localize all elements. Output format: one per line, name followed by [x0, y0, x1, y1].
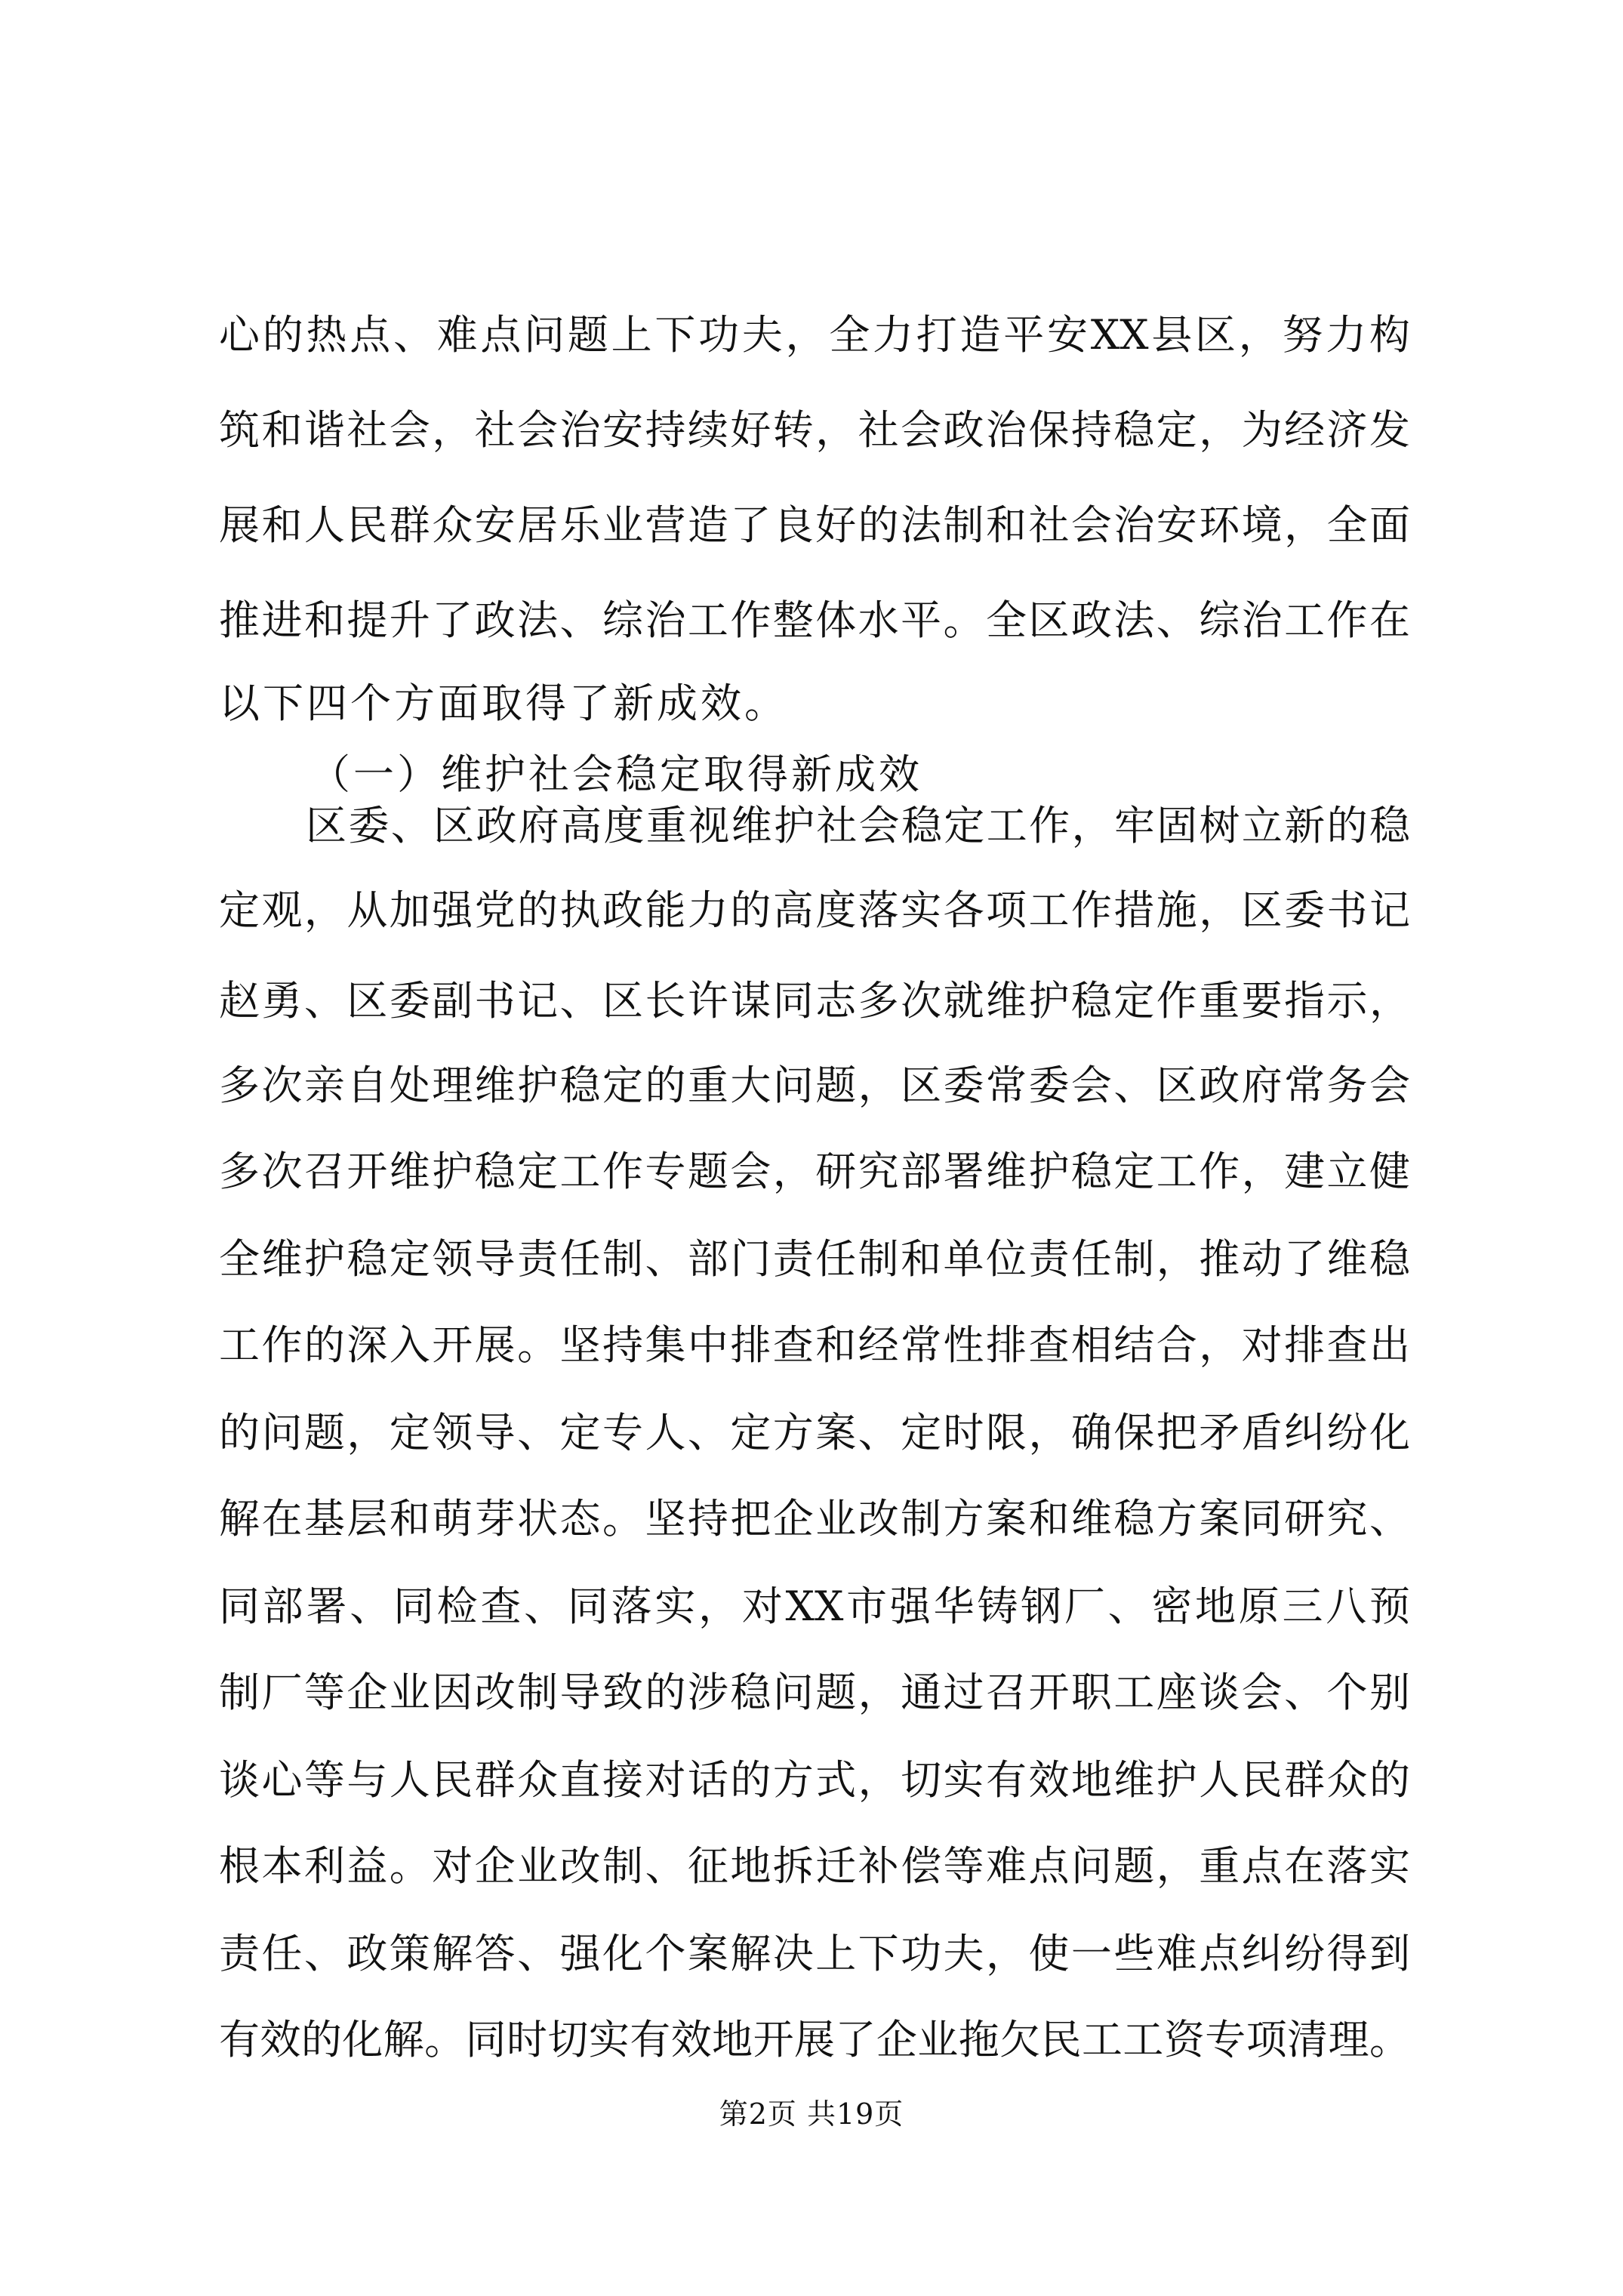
body-text-line: 制厂等企业因改制导致的涉稳问题，通过召开职工座谈会、个别: [219, 1669, 1410, 1716]
body-text-line: 谈心等与人民群众直接对话的方式，切实有效地维护人民群众的: [219, 1756, 1410, 1804]
section-heading: （一）维护社会稳定取得新成效: [310, 750, 922, 798]
body-text-line: 解在基层和萌芽状态。坚持把企业改制方案和维稳方案同研究、: [219, 1495, 1410, 1542]
body-text-line: 多次亲自处理维护稳定的重大问题，区委常委会、区政府常务会: [219, 1062, 1410, 1109]
page-footer: 第2页 共19页: [719, 2097, 904, 2131]
body-text-line: 筑和谐社会，社会治安持续好转，社会政治保持稳定，为经济发: [219, 406, 1410, 454]
body-text-line: 区委、区政府高度重视维护社会稳定工作，牢固树立新的稳: [306, 802, 1410, 849]
body-text-line: 全维护稳定领导责任制、部门责任制和单位责任制，推动了维稳: [219, 1235, 1410, 1283]
body-text-line: 展和人民群众安居乐业营造了良好的法制和社会治安环境，全面: [219, 501, 1410, 549]
body-text-line: 多次召开维护稳定工作专题会，研究部署维护稳定工作，建立健: [219, 1148, 1410, 1195]
body-text-line: 定观，从加强党的执政能力的高度落实各项工作措施，区委书记: [219, 886, 1410, 934]
body-text-line: 同部署、同检查、同落实，对XX市强华铸钢厂、密地原三八预: [219, 1583, 1410, 1630]
body-text-line: 以下四个方面取得了新成效。: [219, 680, 788, 727]
body-text-line: 根本利益。对企业改制、征地拆迁补偿等难点问题，重点在落实: [219, 1842, 1410, 1890]
body-text-line: 工作的深入开展。坚持集中排查和经常性排查相结合，对排查出: [219, 1321, 1410, 1369]
body-text-line: 责任、政策解答、强化个案解决上下功夫，使一些难点纠纷得到: [219, 1930, 1410, 1977]
body-text-line: 赵勇、区委副书记、区长许谋同志多次就维护稳定作重要指示，: [219, 977, 1410, 1025]
body-text-line: 心的热点、难点问题上下功夫，全力打造平安XX县区，努力构: [219, 311, 1410, 359]
body-text-line: 推进和提升了政法、综治工作整体水平。全区政法、综治工作在: [219, 596, 1410, 644]
body-text-line: 有效的化解。同时切实有效地开展了企业拖欠民工工资专项清理。: [219, 2016, 1410, 2063]
body-text-line: 的问题，定领导、定专人、定方案、定时限，确保把矛盾纠纷化: [219, 1409, 1410, 1456]
